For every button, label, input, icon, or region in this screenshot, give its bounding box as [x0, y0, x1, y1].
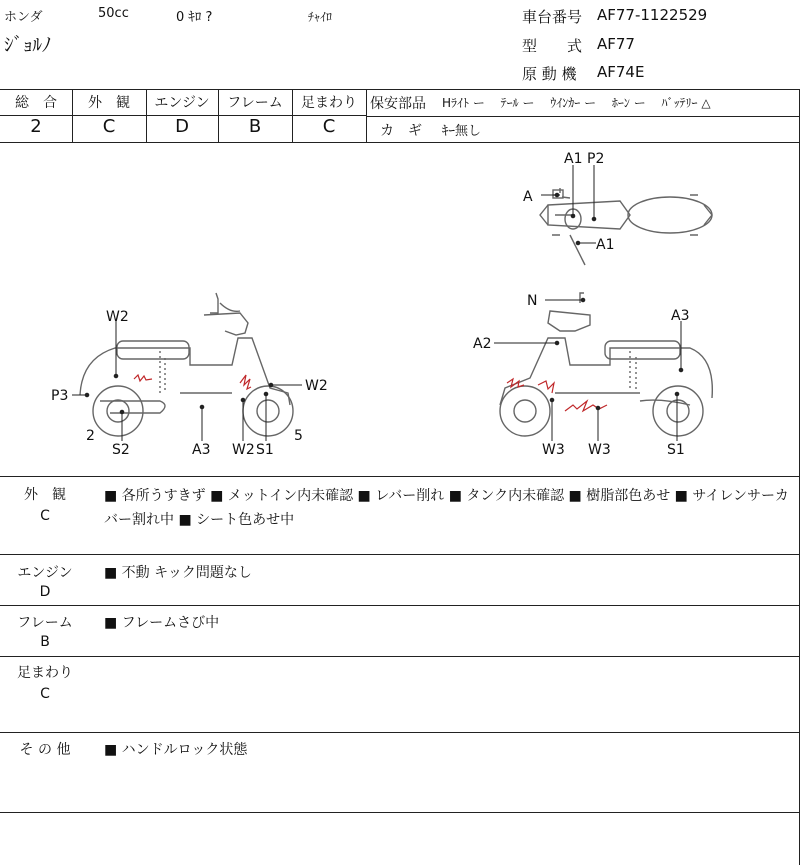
diagram-label: P3 [51, 388, 69, 404]
grade-suspension: C [322, 116, 336, 137]
frame-no-value: AF77-1122529 [597, 6, 708, 24]
maker: ホンダ [4, 10, 43, 25]
engine-label: 原 動 機 [522, 65, 577, 83]
type-label: 型 式 [522, 37, 583, 55]
diagram-label: A3 [671, 308, 690, 324]
section-title: 外 観 [24, 487, 66, 503]
grade-exterior: C [102, 116, 116, 137]
engine-value: AF74E [597, 63, 645, 81]
section-grade: B [40, 634, 50, 650]
damage-diagram [0, 143, 800, 476]
model-name: ｼﾞｮﾙﾉ [4, 34, 52, 56]
key-label: カ ギ [380, 123, 422, 139]
section-text: ■ ハンドルロック状態 [104, 742, 248, 758]
section-text: ■ 不動 キック問題なし [104, 565, 252, 581]
diagram-label: N [527, 293, 538, 309]
section-title: そ の 他 [19, 742, 71, 758]
scooter-top-view [540, 188, 712, 265]
displacement: 50cc [98, 6, 129, 21]
diagram-label: W3 [588, 442, 611, 458]
divider [0, 605, 800, 606]
grade-frame: B [248, 116, 262, 137]
diagram-label: S2 [112, 442, 130, 458]
type-value: AF77 [597, 35, 635, 53]
diagram-label: A1 [564, 151, 583, 167]
divider [0, 89, 800, 90]
grade-header-overall: 総 合 [15, 95, 57, 111]
grade-overall: 2 [30, 116, 42, 137]
divider [0, 554, 800, 555]
diagram-label: S1 [256, 442, 274, 458]
grade-header-engine: エンジン [154, 95, 210, 111]
diagram-label: 5 [294, 428, 303, 444]
section-grade: D [39, 584, 51, 600]
mileage: 0 ｷﾛ ? [176, 10, 213, 25]
diagram-label: W2 [232, 442, 255, 458]
diagram-label: W3 [542, 442, 565, 458]
divider [366, 89, 367, 142]
key-value: ｷｰ無し [442, 124, 482, 139]
divider [0, 656, 800, 657]
diagram-label: P2 [587, 151, 605, 167]
color: ﾁｬｲﾛ [308, 10, 333, 24]
diagram-label: A2 [473, 336, 492, 352]
section-title: フレーム [17, 615, 73, 631]
section-grade: C [40, 686, 50, 702]
diagram-label: W2 [106, 309, 129, 325]
safety-label: 保安部品 [370, 96, 426, 112]
section-grade: C [40, 508, 50, 524]
grade-header-exterior: 外 観 [88, 95, 130, 111]
section-text: ■ 各所うすきず ■ メットイン内未確認 ■ レバー削れ ■ タンク内未確認 ■ 樹脂部色あせ ■ サイレンサーカバー割れ中 ■ シート色あせ中 [104, 488, 789, 528]
section-title: 足まわり [17, 665, 73, 681]
diagram-label: A1 [596, 237, 615, 253]
diagram-label: A3 [192, 442, 211, 458]
grade-engine: D [175, 116, 189, 137]
grade-header-suspension: 足まわり [301, 95, 357, 111]
grade-header-frame: フレーム [227, 95, 283, 111]
divider [0, 732, 800, 733]
diagram-label: S1 [667, 442, 685, 458]
divider [366, 116, 800, 117]
diagram-label: A [523, 189, 533, 205]
frame-no-label: 車台番号 [522, 8, 583, 26]
diagram-label: 2 [86, 428, 95, 444]
divider [0, 812, 800, 813]
divider [0, 476, 800, 477]
diagram-label: W2 [305, 378, 328, 394]
section-text: ■ フレームさび中 [104, 615, 220, 631]
section-title: エンジン [17, 565, 73, 581]
safety-items: Hﾗｲﾄ ー ﾃｰﾙ ー ｳｲﾝｶｰ ー ﾎｰﾝ ー ﾊﾞｯﾃﾘｰ △ [442, 96, 711, 110]
